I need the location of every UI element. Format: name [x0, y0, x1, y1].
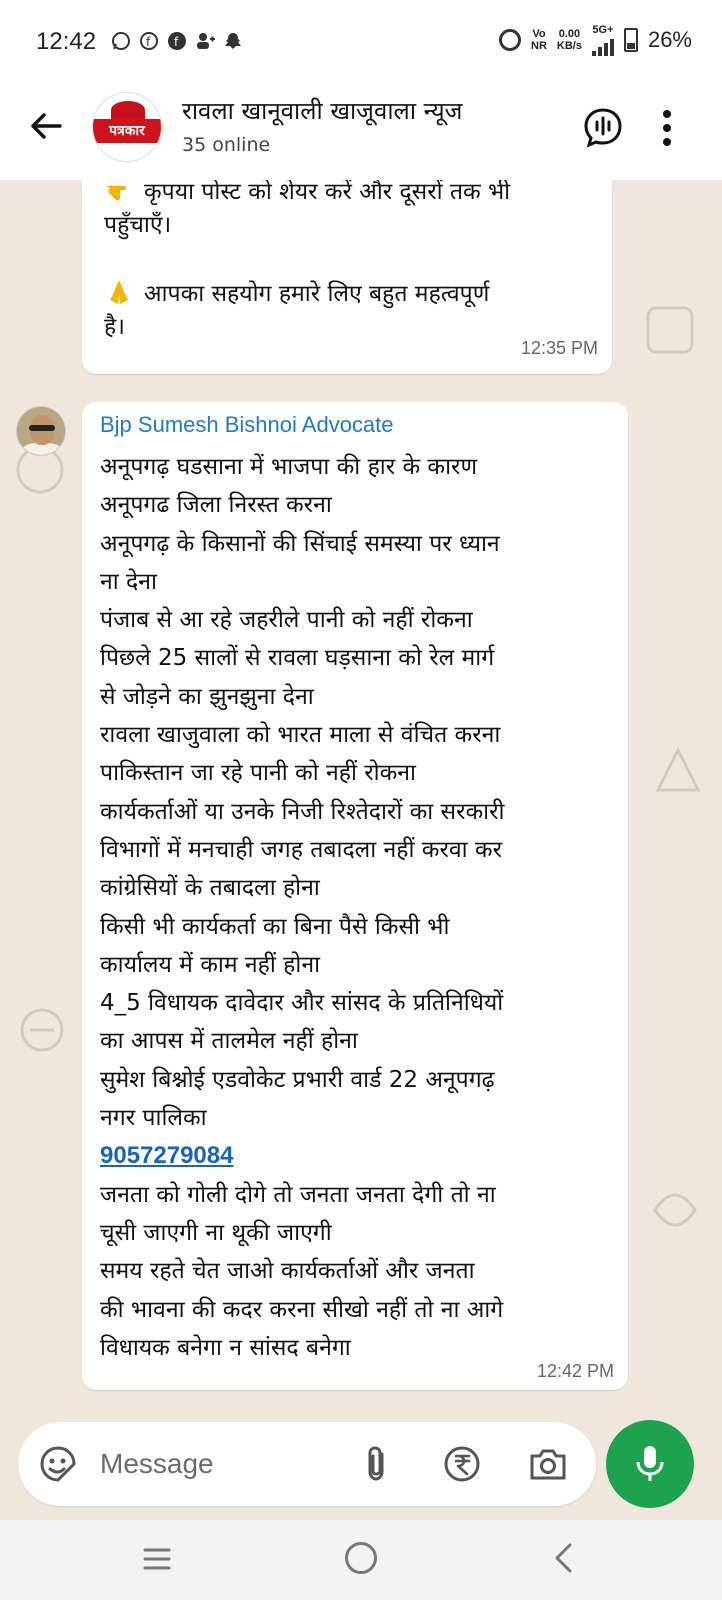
message-line: ना देना	[100, 568, 157, 595]
message-text	[100, 448, 620, 1367]
more-options-icon[interactable]	[662, 108, 672, 148]
pointing-hand-emoji-icon	[104, 180, 134, 204]
status-time: 12:42	[36, 28, 97, 55]
message-line: जनता को गोली दोगे तो जनता जनता देगी तो ना	[100, 1181, 496, 1208]
rupee-payment-icon[interactable]	[442, 1444, 482, 1484]
snapchat-icon	[222, 30, 244, 52]
home-icon[interactable]	[345, 1542, 377, 1574]
message-line: समय रहते चेत जाओ कार्यकर्ताओं और जनता	[100, 1258, 475, 1285]
message-line: है।	[104, 314, 125, 340]
message-bubble[interactable]	[82, 402, 628, 1390]
message-line: अनूपगढ जिला निरस्त करना	[100, 492, 332, 519]
wallpaper-doodle	[640, 300, 700, 360]
message-line: पंजाब से आ रहे जहरीले पानी को नहीं रोकना	[100, 607, 473, 634]
message-line: पहुँचाएँ।	[104, 212, 172, 238]
sender-name[interactable]: Bjp Sumesh Bishnoi Advocate	[100, 412, 394, 437]
volte-indicator: Vo NR	[531, 28, 547, 52]
message-line: विभागों में मनचाही जगह तबादला नहीं करवा कर	[100, 836, 502, 863]
system-nav-bar	[0, 1520, 722, 1600]
wallpaper-doodle	[645, 1180, 705, 1240]
message-line: रावला खाजुवाला को भारत माला से वंचित करना	[100, 722, 501, 749]
folded-hands-emoji-icon	[104, 276, 134, 306]
recent-apps-icon[interactable]	[142, 1546, 172, 1572]
sender-avatar[interactable]	[16, 406, 66, 456]
message-line: कार्यकर्ताओं या उनके निजी रिश्तेदारों का सरकारी	[100, 798, 505, 825]
wallpaper-doodle	[648, 740, 708, 800]
battery-icon	[624, 28, 638, 52]
phone-number-link[interactable]: 9057279084	[100, 1142, 234, 1170]
svg-text:f: f	[146, 35, 151, 49]
facebook-icon	[138, 30, 160, 52]
message-line: किसी भी कार्यकर्ता का बिना पैसे किसी भी	[100, 913, 450, 940]
message-input[interactable]	[100, 1442, 340, 1486]
notification-icons	[110, 30, 244, 52]
logo-shape	[111, 101, 145, 119]
status-bar	[0, 0, 722, 80]
message-time: 12:42 PM	[536, 1361, 614, 1381]
whatsapp-icon	[110, 30, 132, 52]
message-line: सुमेश बिश्नोई एडवोकेट प्रभारी वार्ड 22 अनूपगढ़	[100, 1066, 495, 1093]
message-composer	[18, 1422, 596, 1506]
group-avatar[interactable]	[92, 92, 162, 162]
microphone-icon	[632, 1444, 668, 1484]
voice-chat-icon[interactable]	[582, 106, 624, 148]
battery-percent: 26%	[647, 27, 692, 52]
message-line: 4_5 विधायक दावेदार और सांसद के प्रतिनिधियों	[100, 990, 504, 1017]
message-line: आपका सहयोग हमारे लिए बहुत महत्वपूर्ण	[104, 276, 489, 311]
wallpaper-doodle	[12, 1000, 72, 1060]
voice-record-button[interactable]	[606, 1420, 694, 1508]
message-line: कांग्रेसियों के तबादला होना	[100, 875, 320, 902]
message-line: विधायक बनेगा न सांसद बनेगा	[100, 1334, 351, 1361]
message-line: से जोड़ने का झुनझुना देना	[100, 683, 314, 710]
paperclip-icon[interactable]	[358, 1444, 394, 1484]
person-add-icon	[194, 30, 216, 52]
avatar-logo-text: पत्रकार	[93, 119, 161, 143]
message-line: की भावना की कदर करना सीखो नहीं तो ना आगे	[100, 1296, 504, 1323]
message-line: कृपया पोस्ट को शेयर करें और दूसरों तक भी	[104, 180, 510, 209]
message-time: 12:35 PM	[520, 338, 598, 358]
group-title[interactable]: रावला खानूवाली खाजूवाला न्यूज	[182, 97, 463, 125]
facebook-icon	[166, 30, 188, 52]
message-line: नगर पालिका	[100, 1105, 207, 1132]
message-line: का आपस में तालमेल नहीं होना	[100, 1028, 358, 1055]
camera-icon[interactable]	[528, 1446, 568, 1482]
online-count: 35 online	[182, 134, 271, 156]
network-type: 5G+	[592, 24, 614, 56]
status-right	[499, 24, 692, 56]
message-line: अनूपगढ़ के किसानों की सिंचाई समस्या पर ध्यान	[100, 530, 500, 557]
alarm-icon	[499, 29, 521, 51]
back-arrow-icon[interactable]	[26, 106, 66, 146]
svg-text:f: f	[174, 35, 179, 49]
message-line: अनूपगढ़ घडसाना में भाजपा की हार के कारण	[100, 454, 478, 480]
message-line: पाकिस्तान जा रहे पानी को नहीं रोकना	[100, 760, 416, 787]
message-bubble[interactable]	[82, 180, 612, 374]
chat-header	[0, 80, 722, 180]
chat-area[interactable]	[0, 180, 722, 1410]
message-line: चूसी जाएगी ना थूकी जाएगी	[100, 1219, 332, 1246]
nav-back-icon[interactable]	[552, 1542, 574, 1574]
network-speed: 0.00 KB/s	[556, 28, 582, 52]
sticker-emoji-icon[interactable]	[38, 1444, 78, 1484]
message-line: कार्यालय में काम नहीं होना	[100, 951, 321, 978]
message-line: पिछले 25 सालों से रावला घड़साना को रेल मार्ग	[100, 645, 495, 672]
signal-icon	[592, 36, 614, 56]
